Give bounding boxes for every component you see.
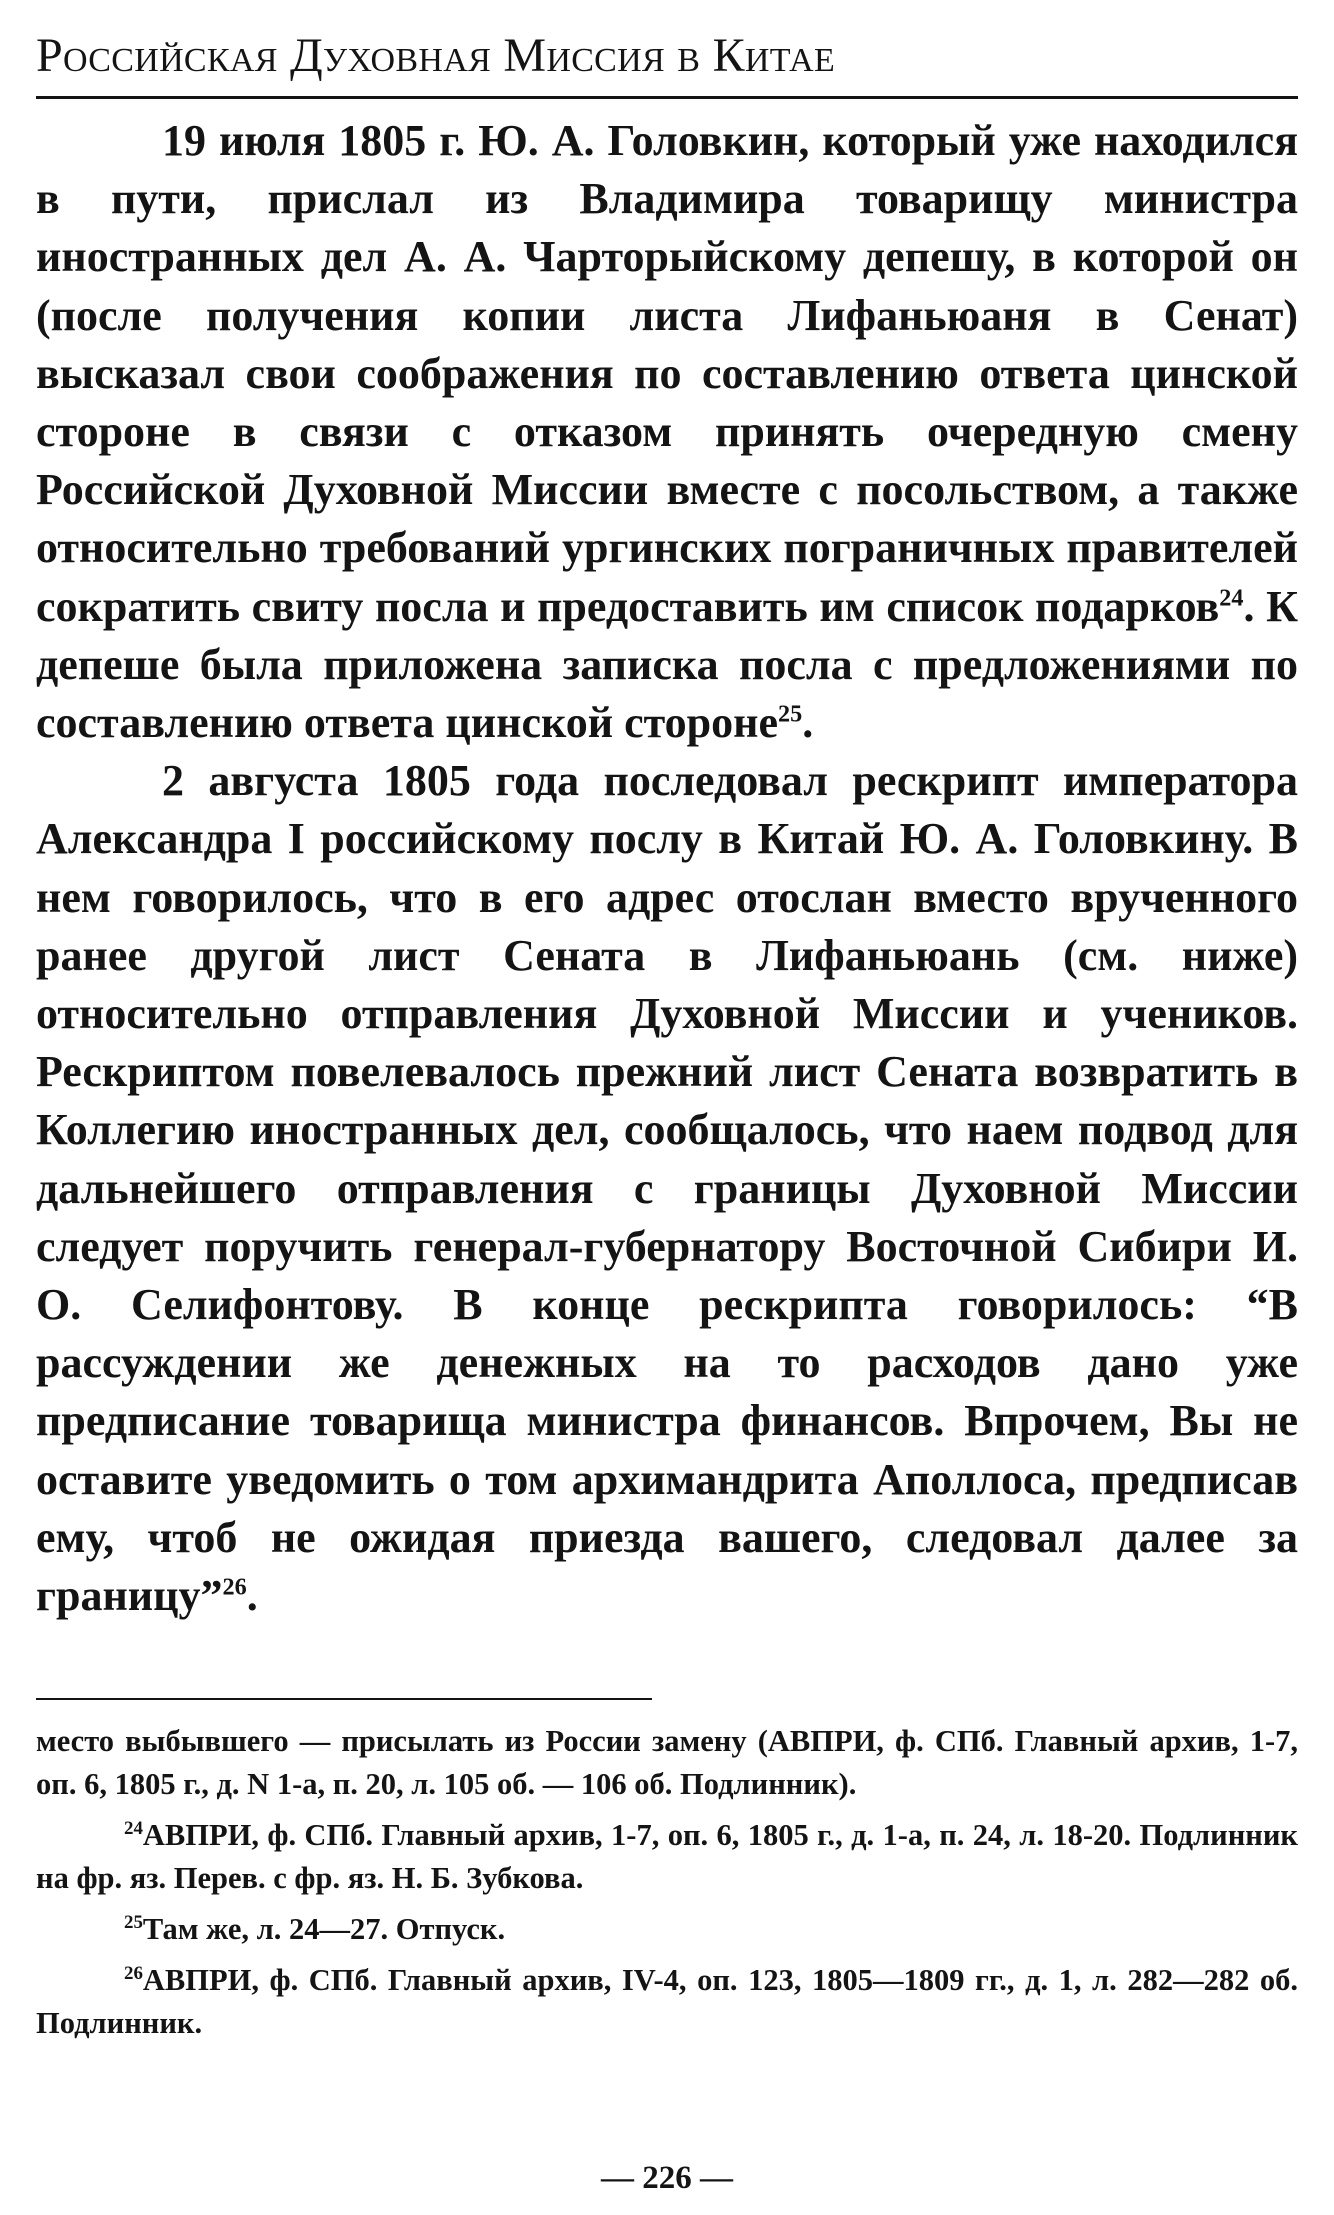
- footnote-ref-25: 25: [778, 700, 803, 728]
- footnote-25: [36, 1908, 1298, 1951]
- main-text: [36, 112, 1298, 1625]
- footnote-continued: [36, 1720, 1298, 1806]
- footnote-26: [36, 1959, 1298, 2045]
- running-head: Российская Духовная Миссия в Китае: [36, 29, 836, 82]
- paragraph-1-text-b: . К депеше была приложена записка посла с предложениями по составлению ответа цинской стороне: [36, 581, 1298, 748]
- paragraph-1: [36, 112, 1298, 752]
- header-rule: [36, 96, 1298, 99]
- footnote-26-text: АВПРИ, ф. СПб. Главный архив, IV-4, оп. 123, 1805—1809 гг., д. 1, л. 282—282 об. Подлинник.: [36, 1963, 1298, 2040]
- paragraph-2-text-b: .: [246, 1571, 258, 1621]
- footnotes: [36, 1720, 1298, 2053]
- footnote-26-mark: 26: [124, 1962, 143, 1984]
- footnote-25-text: Там же, л. 24—27. Отпуск.: [142, 1912, 506, 1946]
- footnote-separator: [36, 1698, 652, 1700]
- paragraph-1-text-a: 19 июля 1805 г. Ю. А. Головкин, который уже находился в пути, прислал из Владимира товарищу министра иностранных дел А. А. Чарторыйскому депешу, в которой он (после получения копии листа Лифаньюаня в Сенат) высказал свои соображения по составлению ответа цинской стороне в связи с отказом принять очередную смену Российской Духовной Миссии вместе с посольством, а также относительно требований ургинских пограничных правителей сократить свиту посла и предоставить им список подарков: [36, 116, 1298, 631]
- footnote-continued-text: место выбывшего — присылать из России замену (АВПРИ, ф. СПб. Главный архив, 1-7, оп. 6, 1805 г., д. N 1-а, п. 20, л. 105 об. — 106 об. Подлинник).: [36, 1724, 1298, 1801]
- paragraph-2: [36, 752, 1298, 1625]
- paragraph-1-text-c: .: [802, 698, 814, 748]
- footnote-24-mark: 24: [124, 1817, 143, 1839]
- footnote-25-mark: 25: [124, 1911, 143, 1933]
- footnote-ref-26: 26: [222, 1573, 247, 1601]
- footnote-24-text: АВПРИ, ф. СПб. Главный архив, 1-7, оп. 6, 1805 г., д. 1-а, п. 24, л. 18-20. Подлинник на фр. яз. Перев. с фр. яз. Н. Б. Зубкова.: [36, 1818, 1298, 1895]
- footnote-24: [36, 1814, 1298, 1900]
- paragraph-2-text-a: 2 августа 1805 года последовал рескрипт императора Александра I российскому послу в Китай Ю. А. Головкину. В нем говорилось, что в его адрес отослан вместо врученного ранее другой лист Сената в Лифаньюань (см. ниже) относительно отправления Духовной Миссии и учеников. Рескриптом повелевалось прежний лист Сената возвратить в Коллегию иностранных дел, сообщалось, что наем подвод для дальнейшего отправления с границы Духовной Миссии следует поручить генерал-губернатору Восточной Сибири И. О. Селифонтову. В конце рескрипта говорилось: “В рассуждении же денежных на то расходов дано уже предписание товарища министра финансов. Впрочем, Вы не оставите уведомить о том архимандрита Аполлоса, предписав ему, чтоб не ожидая приезда вашего, следовал далее за границу”: [36, 756, 1298, 1621]
- page-number: — 226 —: [601, 2160, 733, 2196]
- footnote-ref-24: 24: [1219, 583, 1244, 611]
